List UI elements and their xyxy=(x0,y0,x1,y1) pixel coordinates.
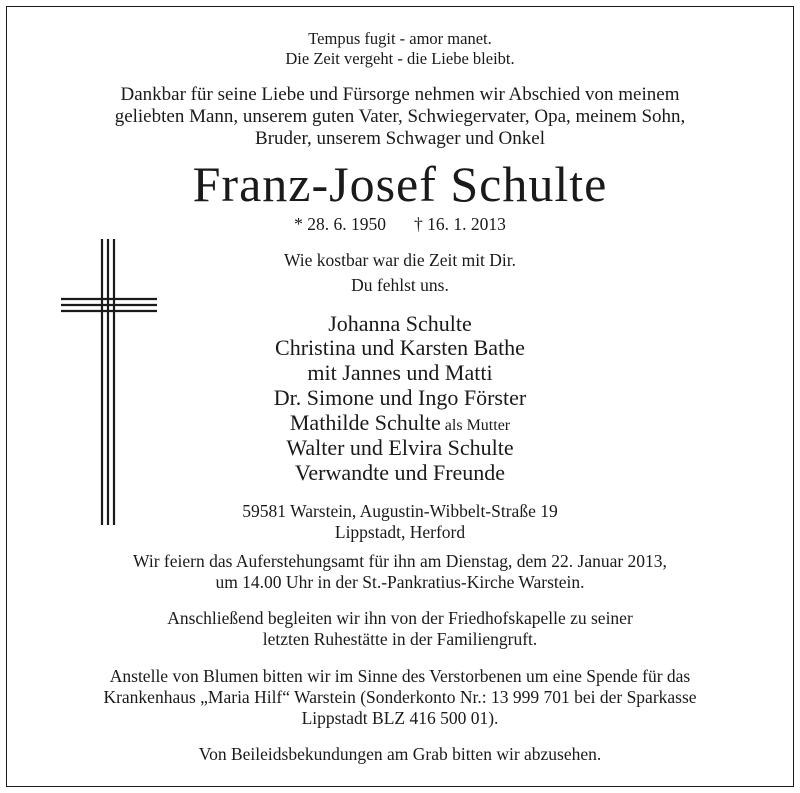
condolence-note: Von Beileidsbekundungen am Grab bitten wir abzusehen. xyxy=(198,744,602,764)
mourner-line: mit Jannes und Matti xyxy=(307,360,493,385)
obituary-notice xyxy=(6,6,794,787)
service-line-2: um 14.00 Uhr in der St.-Pankratius-Kirche Warstein. xyxy=(215,572,585,592)
mourner-line-mother xyxy=(7,410,793,436)
intro-line-3: Bruder, unserem Schwager und Onkel xyxy=(255,128,545,149)
mourner-line: Walter und Elvira Schulte xyxy=(286,435,514,460)
mourner-line: Dr. Simone und Ingo Förster xyxy=(273,385,527,410)
motto-latin: Tempus fugit - amor manet. xyxy=(308,29,492,48)
mourner-line: Johanna Schulte xyxy=(328,311,472,336)
mourner-name: Mathilde Schulte xyxy=(289,410,441,435)
birth-date: * 28. 6. 1950 xyxy=(294,214,386,234)
burial-line-2: letzten Ruhestätte in der Familiengruft. xyxy=(262,629,538,649)
mourner-relation: als Mutter xyxy=(444,417,511,434)
deceased-name: Franz-Josef Schulte xyxy=(192,156,608,212)
life-dates xyxy=(7,214,793,235)
intro-line-2: geliebten Mann, unserem guten Vater, Schwiegervater, Opa, meinem Sohn, xyxy=(114,106,686,127)
quote-line-2: Du fehlst uns. xyxy=(351,275,449,295)
donation-line-1: Anstelle von Blumen bitten wir im Sinne des Verstorbenen um eine Spende für das xyxy=(109,666,691,686)
mourner-line: Christina und Karsten Bathe xyxy=(275,335,525,360)
donation-line-2: Krankenhaus „Maria Hilf“ Warstein (Sonderkonto Nr.: 13 999 701 bei der Sparkasse xyxy=(103,687,697,707)
address-line-2: Lippstadt, Herford xyxy=(334,522,466,542)
service-line-1: Wir feiern das Auferstehungsamt für ihn am Dienstag, dem 22. Januar 2013, xyxy=(133,551,667,571)
death-date: † 16. 1. 2013 xyxy=(414,214,506,234)
quote-line-1: Wie kostbar war die Zeit mit Dir. xyxy=(283,250,517,270)
intro-line-1: Dankbar für seine Liebe und Fürsorge nehmen wir Abschied von meinem xyxy=(120,84,680,105)
address-line-1: 59581 Warstein, Augustin-Wibbelt-Straße 19 xyxy=(242,501,558,521)
donation-line-3: Lippstadt BLZ 416 500 01). xyxy=(301,708,499,728)
motto-german: Die Zeit vergeht - die Liebe bleibt. xyxy=(285,49,515,68)
mourner-line: Verwandte und Freunde xyxy=(294,460,506,485)
burial-line-1: Anschließend begleiten wir ihn von der Friedhofskapelle zu seiner xyxy=(167,608,633,628)
